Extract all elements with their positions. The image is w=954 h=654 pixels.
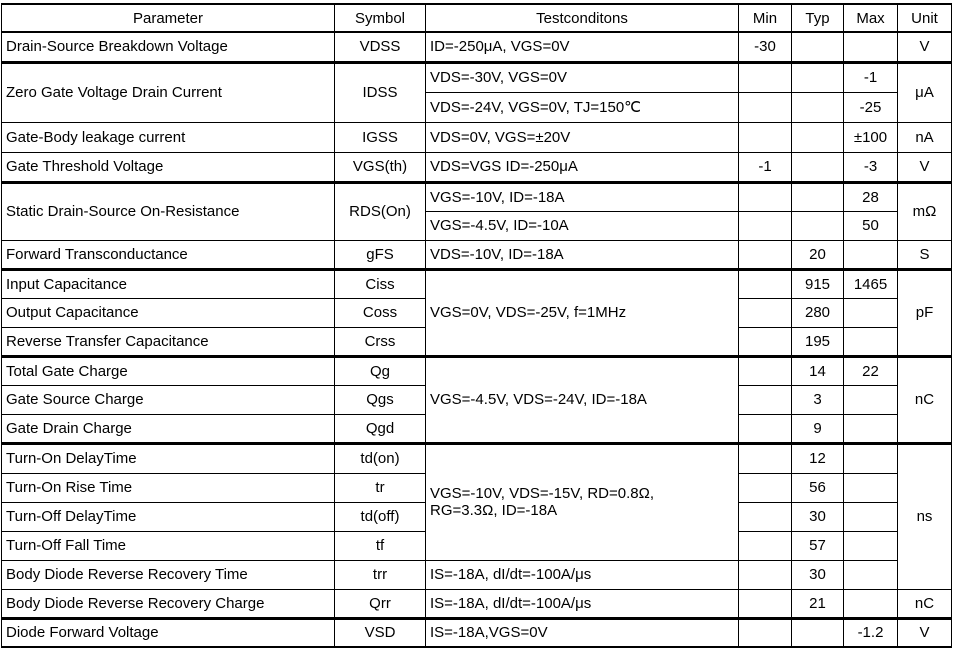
min-cell xyxy=(739,122,792,152)
symbol-cell: gFS xyxy=(335,240,426,269)
header-typ: Typ xyxy=(792,4,844,32)
condition-cell: VDS=-30V, VGS=0V xyxy=(426,62,739,92)
condition-cell: IS=-18A, dI/dt=-100A/μs xyxy=(426,589,739,618)
condition-line-2: RG=3.3Ω, ID=-18A xyxy=(430,502,558,519)
max-cell xyxy=(844,327,898,356)
typ-cell xyxy=(792,122,844,152)
unit-cell: pF xyxy=(898,269,952,356)
unit-cell: V xyxy=(898,152,952,182)
typ-cell: 56 xyxy=(792,473,844,502)
param-cell: Turn-On DelayTime xyxy=(2,443,335,473)
table-row xyxy=(2,356,952,385)
max-cell: 50 xyxy=(844,211,898,240)
max-cell xyxy=(844,414,898,443)
symbol-cell: Qg xyxy=(335,356,426,385)
condition-cell: IS=-18A,VGS=0V xyxy=(426,618,739,647)
max-cell xyxy=(844,298,898,327)
header-unit: Unit xyxy=(898,4,952,32)
symbol-cell: trr xyxy=(335,560,426,589)
header-row xyxy=(2,4,952,32)
typ-cell: 3 xyxy=(792,385,844,414)
min-cell: -1 xyxy=(739,152,792,182)
max-cell: 28 xyxy=(844,182,898,211)
condition-cell: IS=-18A, dI/dt=-100A/μs xyxy=(426,560,739,589)
typ-cell: 30 xyxy=(792,502,844,531)
table-row xyxy=(2,62,952,92)
min-cell: -30 xyxy=(739,32,792,62)
min-cell xyxy=(739,531,792,560)
min-cell xyxy=(739,298,792,327)
max-cell: 1465 xyxy=(844,269,898,298)
typ-cell: 915 xyxy=(792,269,844,298)
unit-cell: mΩ xyxy=(898,182,952,240)
electrical-characteristics-table xyxy=(1,3,952,648)
min-cell xyxy=(739,560,792,589)
symbol-cell: tf xyxy=(335,531,426,560)
param-cell: Gate Source Charge xyxy=(2,385,335,414)
symbol-cell: Ciss xyxy=(335,269,426,298)
typ-cell xyxy=(792,211,844,240)
min-cell xyxy=(739,182,792,211)
max-cell xyxy=(844,443,898,473)
typ-cell: 195 xyxy=(792,327,844,356)
min-cell xyxy=(739,589,792,618)
max-cell xyxy=(844,560,898,589)
min-cell xyxy=(739,92,792,122)
header-max: Max xyxy=(844,4,898,32)
min-cell xyxy=(739,269,792,298)
symbol-cell: VGS(th) xyxy=(335,152,426,182)
condition-cell xyxy=(426,443,739,560)
header-min: Min xyxy=(739,4,792,32)
max-cell: -25 xyxy=(844,92,898,122)
max-cell xyxy=(844,502,898,531)
param-cell: Turn-Off Fall Time xyxy=(2,531,335,560)
typ-cell xyxy=(792,152,844,182)
table-row xyxy=(2,32,952,62)
table-row xyxy=(2,152,952,182)
condition-cell: VGS=-10V, ID=-18A xyxy=(426,182,739,211)
param-cell: Diode Forward Voltage xyxy=(2,618,335,647)
typ-cell: 20 xyxy=(792,240,844,269)
typ-cell: 21 xyxy=(792,589,844,618)
typ-cell: 280 xyxy=(792,298,844,327)
condition-line-1: VGS=-10V, VDS=-15V, RD=0.8Ω, xyxy=(430,485,654,502)
min-cell xyxy=(739,62,792,92)
max-cell: -3 xyxy=(844,152,898,182)
param-cell: Output Capacitance xyxy=(2,298,335,327)
param-cell: Drain-Source Breakdown Voltage xyxy=(2,32,335,62)
param-cell: Input Capacitance xyxy=(2,269,335,298)
param-cell: Total Gate Charge xyxy=(2,356,335,385)
symbol-cell: Qgs xyxy=(335,385,426,414)
max-cell xyxy=(844,589,898,618)
table-row xyxy=(2,618,952,647)
min-cell xyxy=(739,502,792,531)
symbol-cell: tr xyxy=(335,473,426,502)
symbol-cell: RDS(On) xyxy=(335,182,426,240)
unit-cell: S xyxy=(898,240,952,269)
min-cell xyxy=(739,473,792,502)
typ-cell: 30 xyxy=(792,560,844,589)
table-row xyxy=(2,122,952,152)
condition-cell: VDS=VGS ID=-250μA xyxy=(426,152,739,182)
typ-cell: 12 xyxy=(792,443,844,473)
table-row xyxy=(2,443,952,473)
table-row xyxy=(2,560,952,589)
param-cell: Static Drain-Source On-Resistance xyxy=(2,182,335,240)
condition-cell: ID=-250μA, VGS=0V xyxy=(426,32,739,62)
typ-cell xyxy=(792,182,844,211)
unit-cell: ns xyxy=(898,443,952,589)
param-cell: Turn-On Rise Time xyxy=(2,473,335,502)
condition-cell: VGS=-4.5V, ID=-10A xyxy=(426,211,739,240)
symbol-cell: td(off) xyxy=(335,502,426,531)
typ-cell: 57 xyxy=(792,531,844,560)
typ-cell xyxy=(792,62,844,92)
min-cell xyxy=(739,618,792,647)
condition-cell: VDS=-10V, ID=-18A xyxy=(426,240,739,269)
min-cell xyxy=(739,211,792,240)
max-cell xyxy=(844,531,898,560)
table-row xyxy=(2,589,952,618)
condition-cell: VGS=0V, VDS=-25V, f=1MHz xyxy=(426,269,739,356)
param-cell: Reverse Transfer Capacitance xyxy=(2,327,335,356)
param-cell: Turn-Off DelayTime xyxy=(2,502,335,531)
table-row xyxy=(2,269,952,298)
unit-cell: μA xyxy=(898,62,952,122)
typ-cell: 14 xyxy=(792,356,844,385)
symbol-cell: VSD xyxy=(335,618,426,647)
symbol-cell: Qgd xyxy=(335,414,426,443)
typ-cell xyxy=(792,92,844,122)
header-conditions: Testconditons xyxy=(426,4,739,32)
header-parameter: Parameter xyxy=(2,4,335,32)
header-symbol: Symbol xyxy=(335,4,426,32)
condition-cell: VDS=-24V, VGS=0V, TJ=150℃ xyxy=(426,92,739,122)
unit-cell: nC xyxy=(898,356,952,443)
unit-cell: nC xyxy=(898,589,952,618)
max-cell xyxy=(844,385,898,414)
param-cell: Gate-Body leakage current xyxy=(2,122,335,152)
typ-cell: 9 xyxy=(792,414,844,443)
table-row xyxy=(2,182,952,211)
min-cell xyxy=(739,385,792,414)
min-cell xyxy=(739,240,792,269)
max-cell xyxy=(844,473,898,502)
max-cell: 22 xyxy=(844,356,898,385)
param-cell: Body Diode Reverse Recovery Time xyxy=(2,560,335,589)
symbol-cell: Coss xyxy=(335,298,426,327)
min-cell xyxy=(739,443,792,473)
param-cell: Zero Gate Voltage Drain Current xyxy=(2,62,335,122)
condition-cell: VGS=-4.5V, VDS=-24V, ID=-18A xyxy=(426,356,739,443)
typ-cell xyxy=(792,618,844,647)
unit-cell: V xyxy=(898,618,952,647)
symbol-cell: IGSS xyxy=(335,122,426,152)
max-cell xyxy=(844,32,898,62)
max-cell: -1 xyxy=(844,62,898,92)
min-cell xyxy=(739,327,792,356)
symbol-cell: IDSS xyxy=(335,62,426,122)
symbol-cell: td(on) xyxy=(335,443,426,473)
param-cell: Gate Drain Charge xyxy=(2,414,335,443)
min-cell xyxy=(739,414,792,443)
max-cell xyxy=(844,240,898,269)
symbol-cell: Crss xyxy=(335,327,426,356)
condition-cell: VDS=0V, VGS=±20V xyxy=(426,122,739,152)
unit-cell: V xyxy=(898,32,952,62)
min-cell xyxy=(739,356,792,385)
symbol-cell: VDSS xyxy=(335,32,426,62)
symbol-cell: Qrr xyxy=(335,589,426,618)
max-cell: ±100 xyxy=(844,122,898,152)
param-cell: Gate Threshold Voltage xyxy=(2,152,335,182)
table-row xyxy=(2,240,952,269)
param-cell: Forward Transconductance xyxy=(2,240,335,269)
param-cell: Body Diode Reverse Recovery Charge xyxy=(2,589,335,618)
max-cell: -1.2 xyxy=(844,618,898,647)
unit-cell: nA xyxy=(898,122,952,152)
typ-cell xyxy=(792,32,844,62)
